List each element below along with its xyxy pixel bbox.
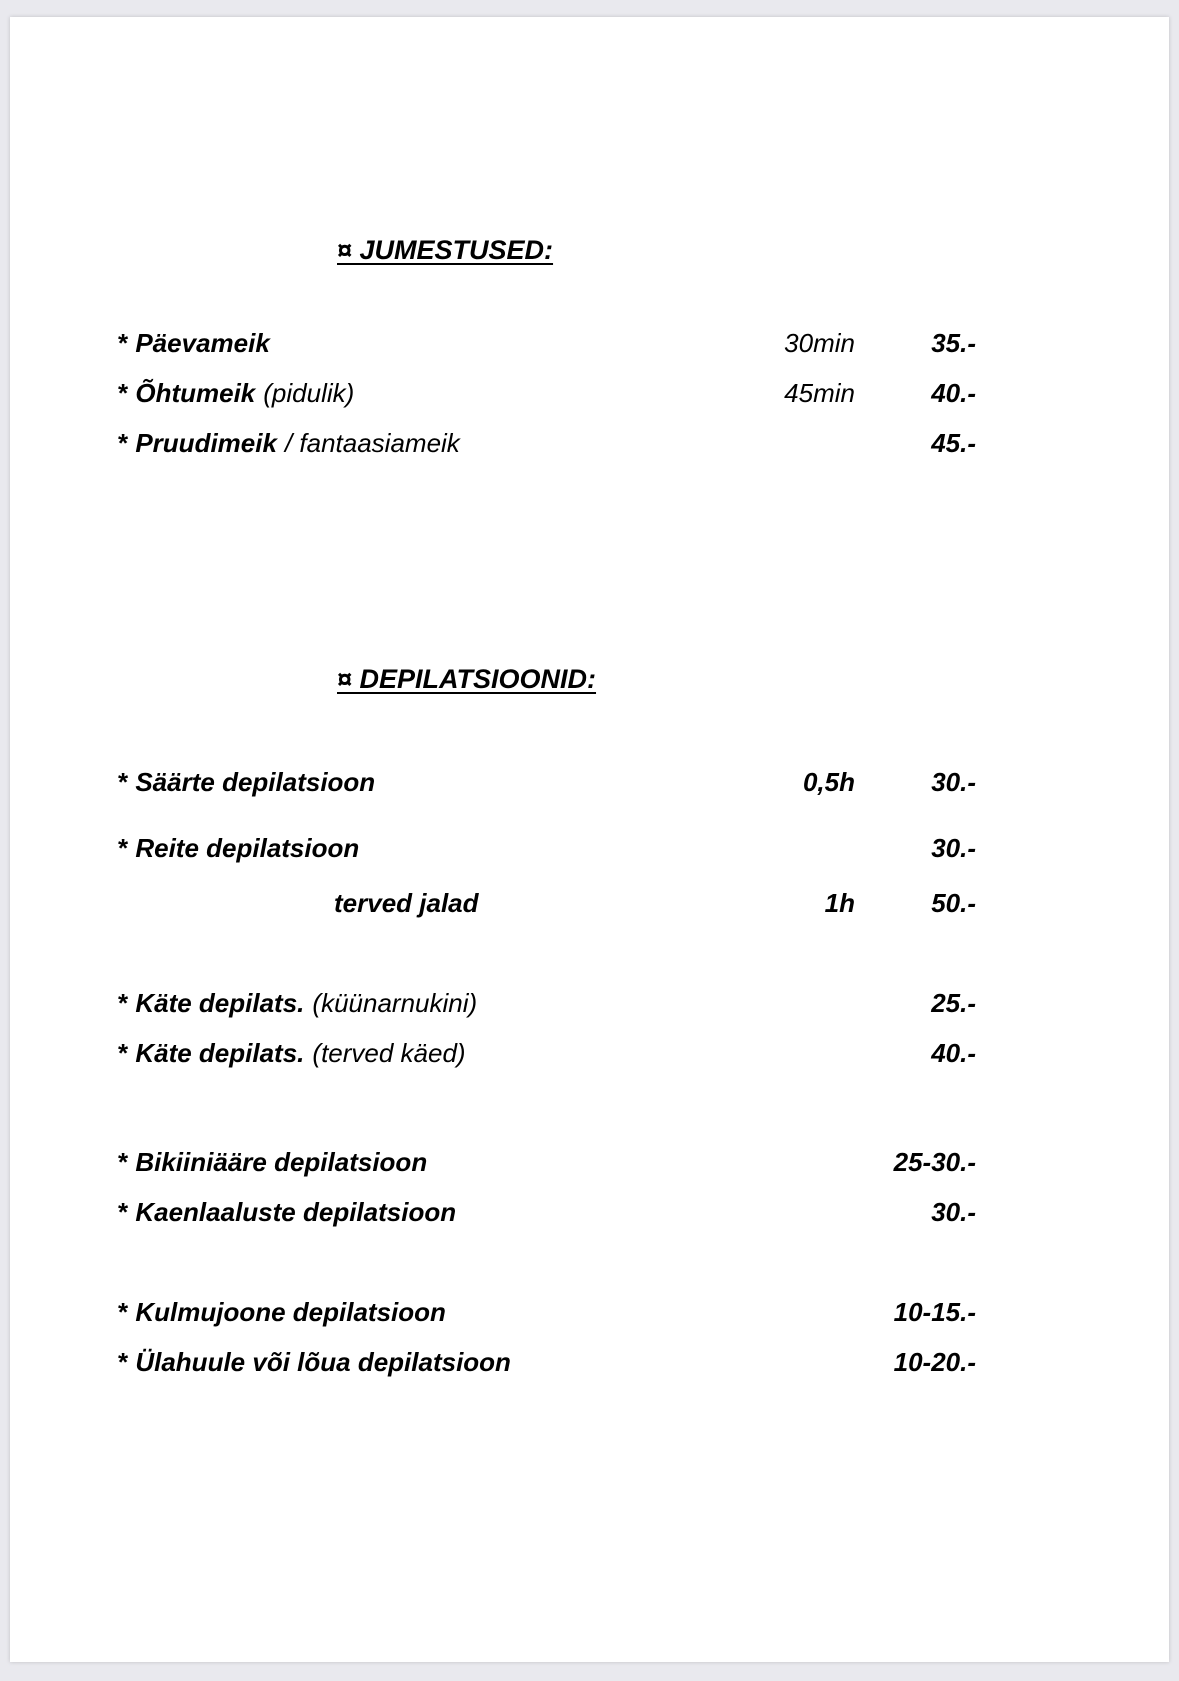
bullet-star: * — [118, 1347, 136, 1377]
price-row-ulahuule — [10, 1347, 1169, 1381]
bullet-star: * — [118, 328, 136, 358]
service-sub-label: terved jalad — [334, 888, 479, 918]
service-price: 30.- — [931, 767, 976, 797]
price-row-bikiiniaare — [10, 1147, 1169, 1181]
service-duration: 45min — [784, 378, 855, 408]
service-duration: 30min — [784, 328, 855, 358]
service-price: 40.- — [931, 378, 976, 408]
service-name — [118, 1347, 511, 1378]
service-name — [118, 1197, 456, 1228]
service-label: Käte depilats. — [135, 988, 305, 1018]
bullet-star: * — [118, 1297, 136, 1327]
service-label: Säärte depilatsioon — [135, 767, 376, 797]
bullet-star: * — [118, 1197, 136, 1227]
service-name — [118, 428, 460, 459]
service-price: 25-30.- — [893, 1147, 976, 1177]
service-name — [118, 767, 375, 798]
service-name — [118, 1297, 446, 1328]
bullet-star: * — [118, 1147, 136, 1177]
bullet-star: * — [118, 378, 136, 408]
service-label: Bikiiniääre depilatsioon — [135, 1147, 428, 1177]
service-price: 40.- — [931, 1038, 976, 1068]
service-name — [118, 988, 477, 1019]
price-row-reite — [10, 833, 1169, 867]
service-label: Kaenlaaluste depilatsioon — [135, 1197, 457, 1227]
bullet-star: * — [118, 428, 136, 458]
service-name — [118, 1038, 466, 1069]
price-row-saarte — [10, 767, 1169, 801]
service-duration: 0,5h — [802, 767, 855, 797]
bullet-star: * — [118, 767, 136, 797]
service-duration: 1h — [824, 888, 855, 918]
service-price: 10-15.- — [893, 1297, 976, 1327]
service-note: (küünarnukini) — [312, 988, 478, 1018]
service-price: 30.- — [931, 833, 976, 863]
document-page — [10, 17, 1169, 1662]
price-row-ohtumeik — [10, 378, 1169, 412]
service-label: Päevameik — [135, 328, 270, 358]
price-row-terved-jalad — [10, 888, 1169, 922]
bullet-star: * — [118, 988, 136, 1018]
service-price: 35.- — [931, 328, 976, 358]
service-price: 10-20.- — [893, 1347, 976, 1377]
price-row-paevameik — [10, 328, 1169, 362]
service-name — [118, 378, 354, 409]
price-row-kulmujoone — [10, 1297, 1169, 1331]
service-label: Ülahuule või lõua depilatsioon — [135, 1347, 511, 1377]
service-label: Kulmujoone depilatsioon — [135, 1297, 446, 1327]
service-price: 45.- — [931, 428, 976, 458]
service-price: 30.- — [931, 1197, 976, 1227]
bullet-star: * — [118, 1038, 136, 1068]
service-price: 50.- — [931, 888, 976, 918]
service-label: Käte depilats. — [135, 1038, 305, 1068]
service-label: Õhtumeik — [135, 378, 256, 408]
section-heading-depilatsioonid: ¤ DEPILATSIOONID: — [337, 664, 597, 694]
service-label: Reite depilatsioon — [135, 833, 360, 863]
bullet-star: * — [118, 833, 136, 863]
service-price: 25.- — [931, 988, 976, 1018]
service-note: (pidulik) — [263, 378, 355, 408]
service-note: (terved käed) — [312, 1038, 466, 1068]
price-row-kate-kuunarnukini — [10, 988, 1169, 1022]
service-name — [118, 833, 359, 864]
price-row-kaenlaaluste — [10, 1197, 1169, 1231]
service-label: Pruudimeik — [135, 428, 277, 458]
section-heading-jumestused: ¤ JUMESTUSED: — [337, 235, 554, 265]
price-row-kate-terved — [10, 1038, 1169, 1072]
service-name — [118, 328, 270, 359]
price-row-pruudimeik — [10, 428, 1169, 462]
service-note: / fantaasiameik — [284, 428, 460, 458]
service-name — [118, 1147, 427, 1178]
